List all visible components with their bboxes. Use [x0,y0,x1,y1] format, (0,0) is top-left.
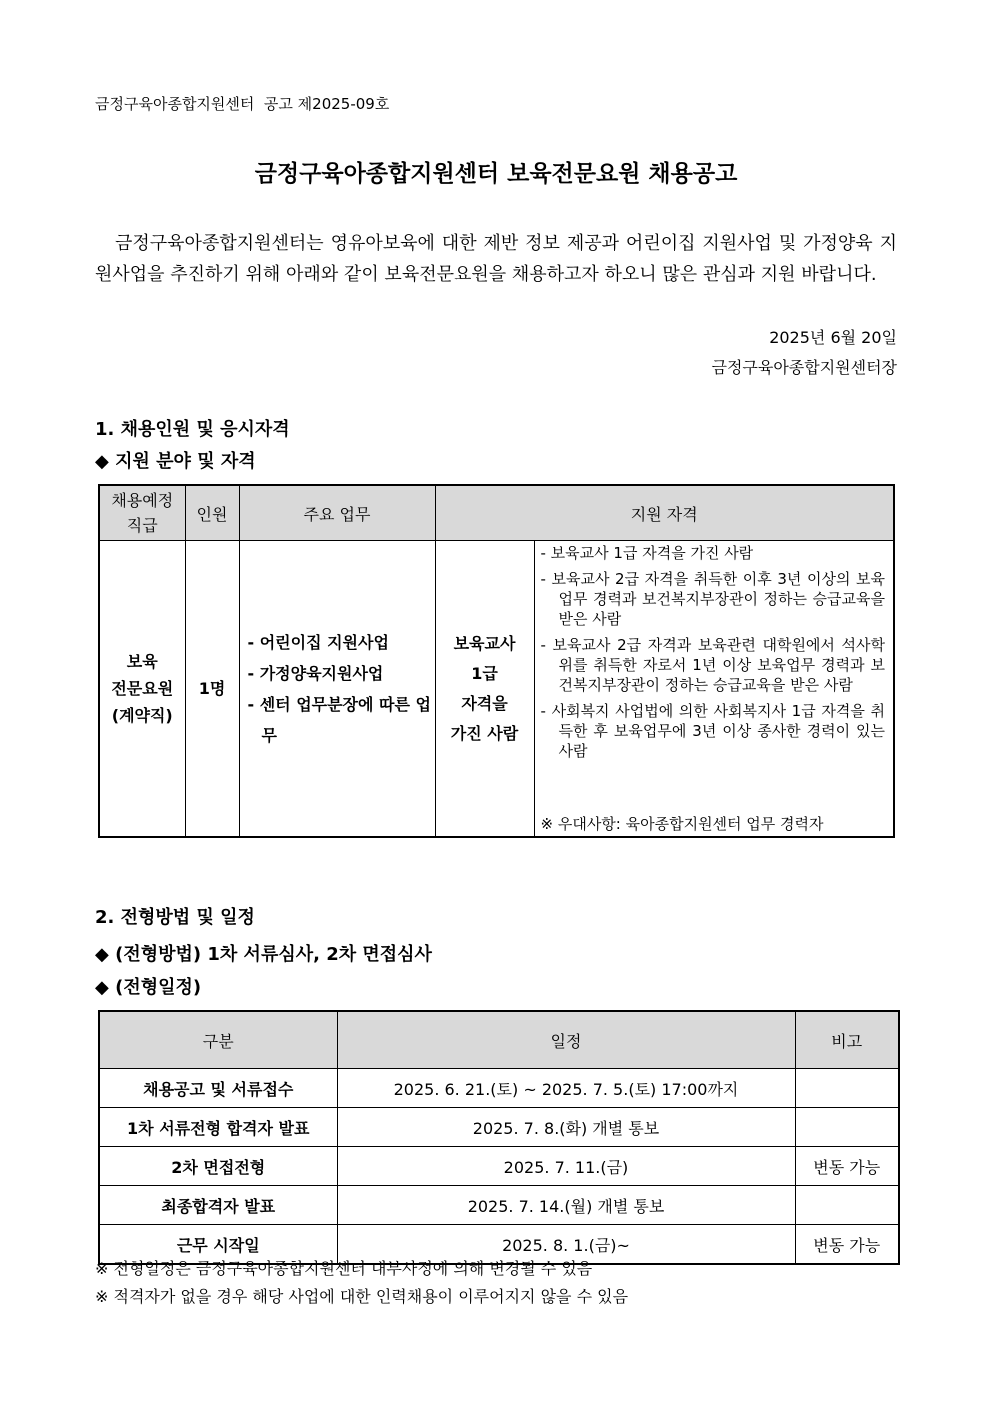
stage-cell: 근무 시작일 [99,1225,337,1265]
date-cell: 2025. 6. 21.(토) ~ 2025. 7. 5.(토) 17:00까지 [337,1069,795,1108]
count-cell: 1명 [185,541,239,838]
note-cell [795,1108,899,1147]
section1-bullet: ◆ 지원 분야 및 자격 [95,451,256,472]
table-row [99,1147,899,1186]
qualification-table-header [99,485,894,541]
stage-cell: 최종합격자 발표 [99,1186,337,1225]
duty-item: - 어린이집 지원사업 [247,632,389,652]
qualification-summary-cell: 보육교사 1급 자격을 가진 사람 [435,541,534,838]
position-cell: 보육 전문요원 (계약직) [99,541,185,838]
qualification-item: - 보육교사 1급 자격을 가진 사람 [540,544,754,562]
note-cell: 변동 가능 [795,1225,899,1265]
notice-reference: 금정구육아종합지원센터 공고 제2025-09호 [95,95,390,113]
page-title: 금정구육아종합지원센터 보육전문요원 채용공고 [254,161,738,187]
table-row [99,1186,899,1225]
selection-method: ◆ (전형방법) 1차 서류심사, 2차 면접심사 [95,944,432,965]
qualification-item: - 보육교사 2급 자격과 보육관련 대학원에서 석사학위를 취득한 자로서 1년 이상 보육업무 경력과 보건복지부장관이 정하는 승급교육을 받은 사람 [540,636,886,694]
footnote: ※ 적격자가 없을 경우 해당 사업에 대한 인력채용이 이루어지지 않을 수 있음 [95,1287,629,1306]
stage-cell: 1차 서류전형 합격자 발표 [99,1108,337,1147]
notice-issuer: 금정구육아종합지원센터장 [711,358,897,377]
schedule-table [98,1010,900,1265]
col-header-note: 비고 [795,1011,899,1069]
intro-paragraph: 금정구육아종합지원센터는 영유아보육에 대한 제반 정보 제공과 어린이집 지원사업 및 가정양육 지원사업을 추진하기 위해 아래와 같이 보육전문요원을 채용하고자 하오니 많은 관심과 지원 바랍니다. [95,233,897,285]
table-row [99,1069,899,1108]
qualification-item: - 보육교사 2급 자격을 취득한 이후 3년 이상의 보육업무 경력과 보건복지부장관이 정하는 승급교육을 받은 사람 [540,570,886,628]
stage-cell: 2차 면접전형 [99,1147,337,1186]
date-cell: 2025. 7. 14.(월) 개별 통보 [337,1186,795,1225]
duty-item: - 센터 업무분장에 따른 업무 [247,694,431,745]
section1-heading: 1. 채용인원 및 응시자격 [95,419,290,440]
qualification-list-cell [534,541,894,838]
duties-cell [239,541,435,838]
col-header-stage: 구분 [99,1011,337,1069]
date-cell: 2025. 7. 11.(금) [337,1147,795,1186]
col-header-duties: 주요 업무 [239,485,435,541]
date-cell: 2025. 8. 1.(금)~ [337,1225,795,1265]
duty-item: - 가정양육지원사업 [247,663,384,683]
col-header-position: 채용예정 직급 [99,485,185,541]
col-header-date: 일정 [337,1011,795,1069]
footnote: ※ 전형일정은 금정구육아종합지원센터 내부사정에 의해 변경될 수 있음 [95,1259,593,1278]
table-row [99,1108,899,1147]
col-header-qualification: 지원 자격 [435,485,894,541]
note-cell: 변동 가능 [795,1147,899,1186]
preference-note: ※ 우대사항: 육아종합지원센터 업무 경력자 [540,815,824,833]
section2-heading: 2. 전형방법 및 일정 [95,907,255,928]
date-cell: 2025. 7. 8.(화) 개별 통보 [337,1108,795,1147]
note-cell [795,1069,899,1108]
note-cell [795,1186,899,1225]
col-header-count: 인원 [185,485,239,541]
schedule-table-header [99,1011,899,1069]
schedule-label: ◆ (전형일정) [95,977,202,998]
qualification-table [98,484,895,838]
notice-date: 2025년 6월 20일 [769,328,897,347]
stage-cell: 채용공고 및 서류접수 [99,1069,337,1108]
qualification-item: - 사회복지 사업법에 의한 사회복지사 1급 자격을 취득한 후 보육업무에 3년 이상 종사한 경력이 있는 사람 [540,702,886,760]
qualification-row [99,541,894,838]
